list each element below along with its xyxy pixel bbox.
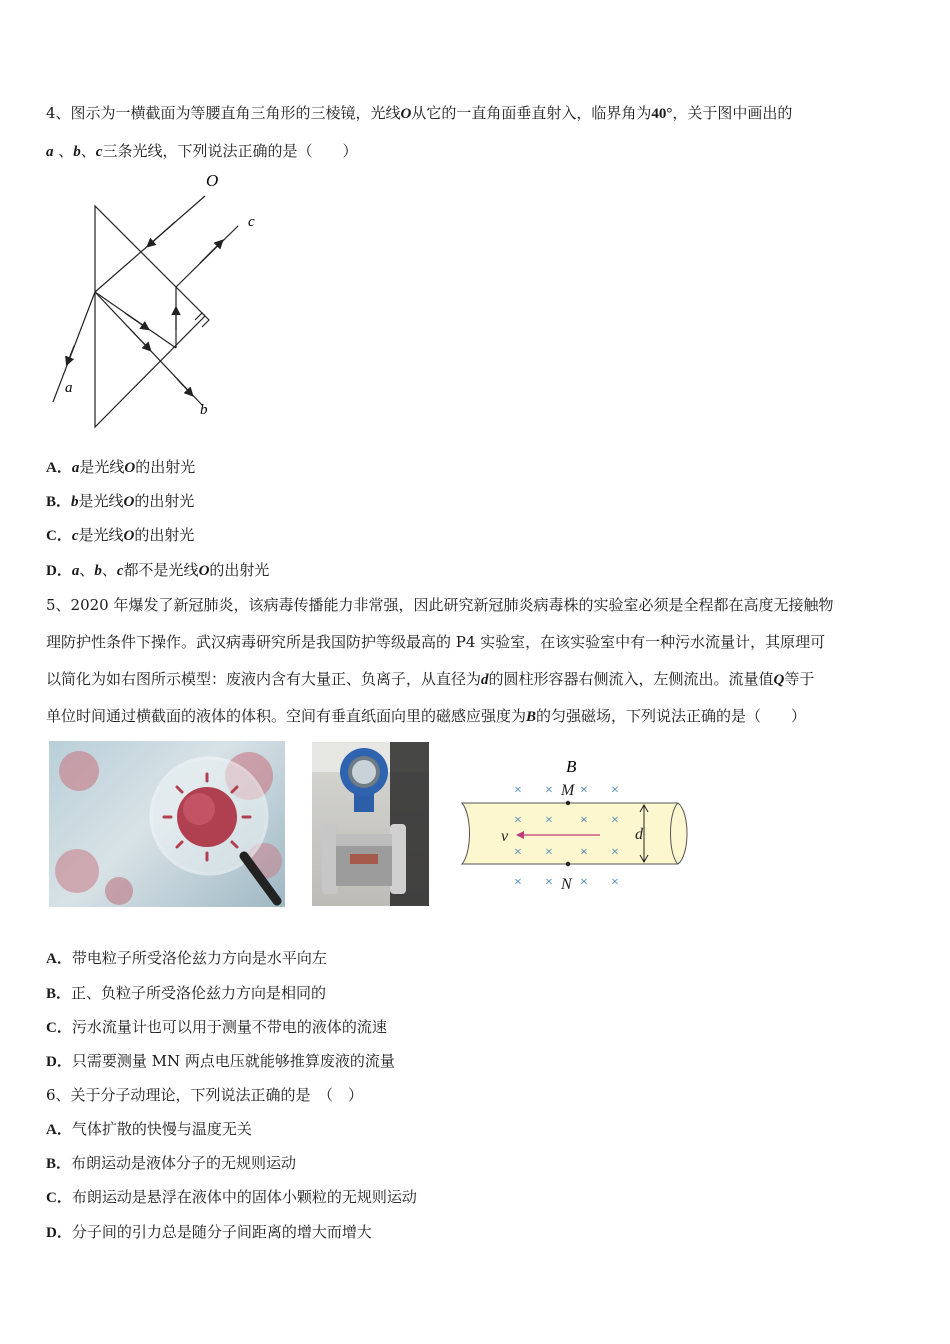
field-x: × bbox=[514, 813, 522, 828]
field-x: × bbox=[545, 783, 553, 798]
field-x: × bbox=[611, 875, 619, 890]
q4-option-c[interactable]: C．c是光线O的出射光 bbox=[46, 526, 195, 544]
q5-stem-line1: 5、2020 年爆发了新冠肺炎，该病毒传播能力非常强，因此研究新冠肺炎病毒株的实验室必须是全程都在高度无接触物 bbox=[46, 596, 834, 614]
q6-option-c[interactable]: C．布朗运动是悬浮在液体中的固体小颗粒的无规则运动 bbox=[46, 1188, 417, 1206]
field-x: × bbox=[580, 875, 588, 890]
q4-stem-line1: 4、图示为一横截面为等腰直角三角形的三棱镜，光线O从它的一直角面垂直射入，临界角为40°，关于图中画出的 bbox=[46, 104, 793, 122]
q5-option-c[interactable]: C．污水流量计也可以用于测量不带电的液体的流速 bbox=[46, 1018, 387, 1036]
label-B: B bbox=[566, 757, 577, 776]
label-M: M bbox=[561, 782, 575, 799]
q6-option-d[interactable]: D．分子间的引力总是随分子间距离的增大而增大 bbox=[46, 1223, 372, 1241]
q4-option-d[interactable]: D．a、b、c都不是光线O的出射光 bbox=[46, 561, 270, 579]
field-x: × bbox=[580, 845, 588, 860]
field-x: × bbox=[545, 875, 553, 890]
q5-option-d[interactable]: D．只需要测量 MN 两点电压就能够推算废液的流量 bbox=[46, 1052, 395, 1070]
field-x: × bbox=[545, 813, 553, 828]
label-v: v bbox=[501, 828, 509, 845]
field-x: × bbox=[545, 845, 553, 860]
q6-stem: 6、关于分子动理论，下列说法正确的是 （ ） bbox=[46, 1086, 364, 1104]
q4-option-a[interactable]: A．a是光线O的出射光 bbox=[46, 458, 196, 476]
field-x: × bbox=[611, 845, 619, 860]
q5-option-a[interactable]: A．带电粒子所受洛伦兹力方向是水平向左 bbox=[46, 949, 327, 967]
field-x: × bbox=[580, 813, 588, 828]
label-b: b bbox=[200, 402, 208, 418]
label-c: c bbox=[248, 214, 255, 230]
q6-option-a[interactable]: A．气体扩散的快慢与温度无关 bbox=[46, 1120, 252, 1138]
label-a: a bbox=[65, 380, 73, 396]
q5-stem-line4: 单位时间通过横截面的液体的体积。空间有垂直纸面向里的磁感应强度为B的匀强磁场，下列说法正确的是（ ） bbox=[46, 707, 807, 725]
virus-photo bbox=[49, 741, 285, 907]
field-x: × bbox=[611, 783, 619, 798]
field-x: × bbox=[514, 845, 522, 860]
pipe bbox=[462, 803, 687, 864]
label-N: N bbox=[561, 876, 572, 893]
q5-stem-line2: 理防护性条件下操作。武汉病毒研究所是我国防护等级最高的 P4 实验室，在该实验室中有一种污水流量计，其原理可 bbox=[46, 633, 826, 651]
field-x: × bbox=[514, 783, 522, 798]
q5-stem-line3: 以简化为如右图所示模型：废液内含有大量正、负离子，从直径为d的圆柱形容器右侧流入，左侧流出。流量值Q等于 bbox=[46, 670, 815, 688]
label-O: O bbox=[206, 171, 219, 190]
q6-option-b[interactable]: B．布朗运动是液体分子的无规则运动 bbox=[46, 1154, 297, 1172]
prism-figure bbox=[40, 168, 280, 438]
field-x: × bbox=[611, 813, 619, 828]
label-d: d bbox=[635, 826, 643, 843]
field-x: × bbox=[580, 783, 588, 798]
magnetic-field-diagram bbox=[454, 752, 694, 897]
q4-stem-line2: a 、b、c三条光线，下列说法正确的是（ ） bbox=[46, 142, 358, 160]
field-x: × bbox=[514, 875, 522, 890]
q5-option-b[interactable]: B．正、负粒子所受洛伦兹力方向是相同的 bbox=[46, 984, 327, 1002]
q4-option-b[interactable]: B．b是光线O的出射光 bbox=[46, 492, 195, 510]
prism-outline bbox=[95, 206, 205, 427]
flowmeter-photo bbox=[312, 742, 429, 906]
